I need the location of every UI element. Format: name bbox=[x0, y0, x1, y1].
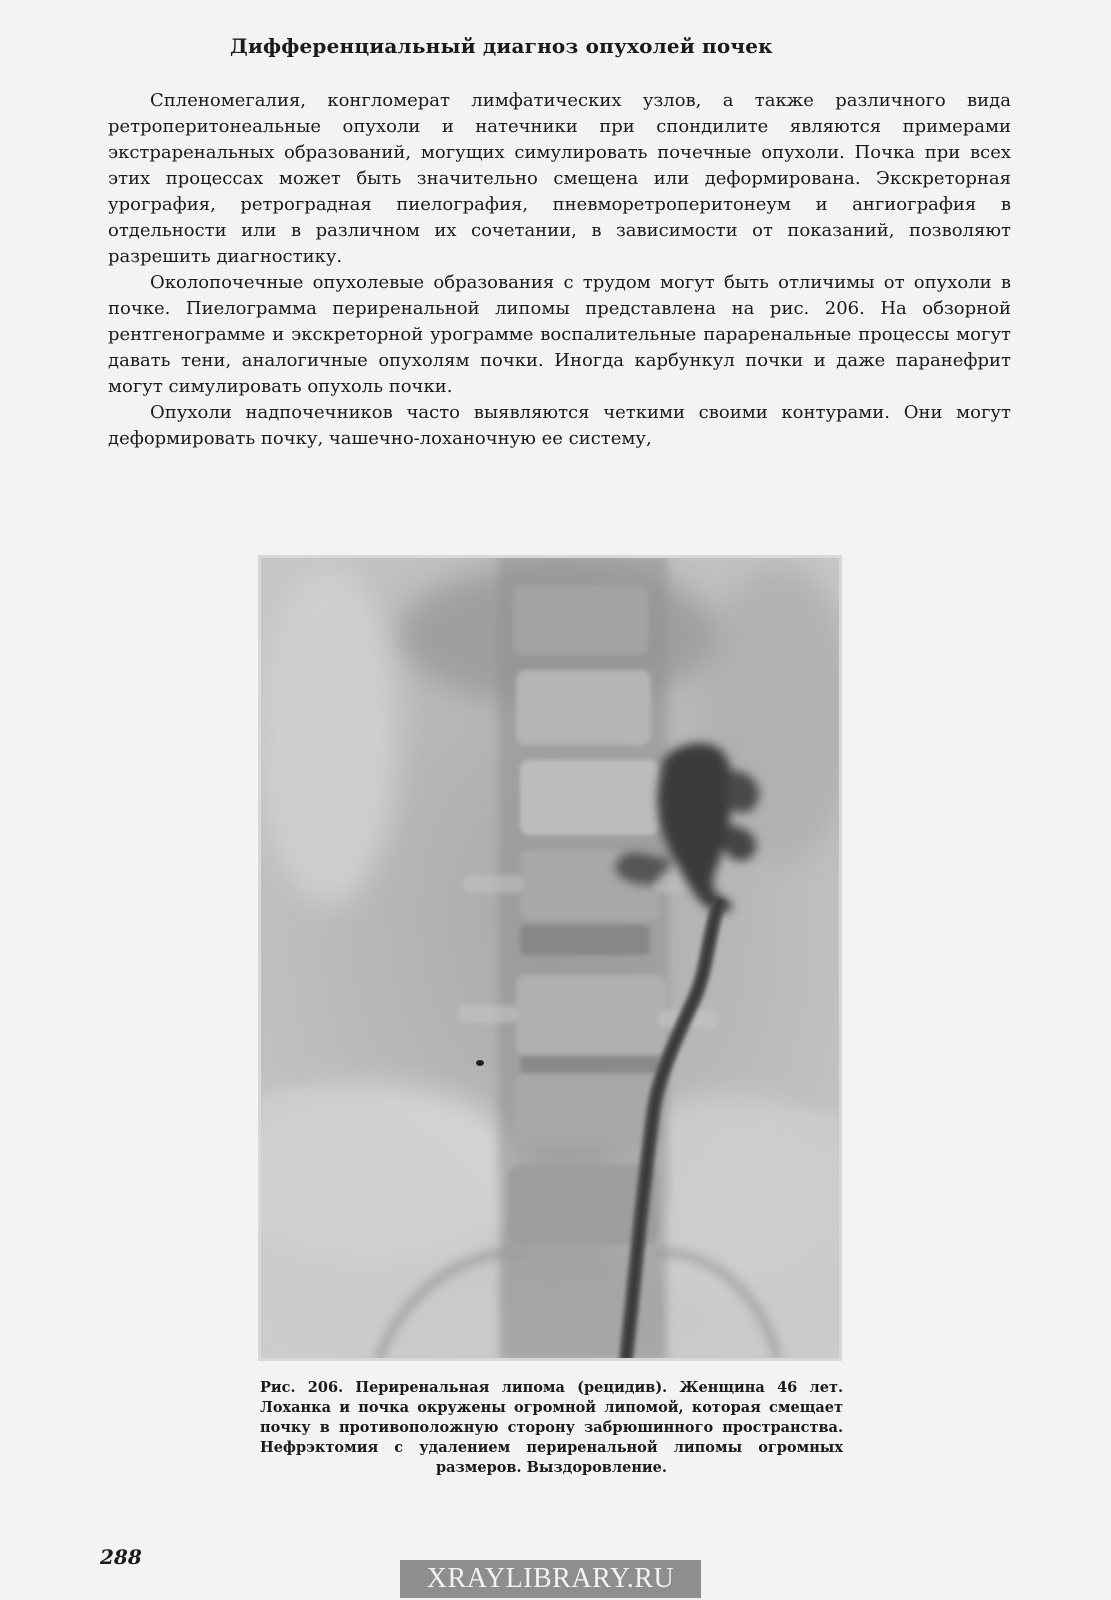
paragraph-1: Спленомегалия, конгломерат лимфатических узлов, а также различного вида ретроперитонеальные опухоли и натечники при спондилите являются примерами экстраренальных образований, могущих симулировать почечные опухоли. Почка при всех этих процессах может быть значительно смещена или деформирована. Экскреторная урография, ретроградная пиелография, пневморетроперитонеум и ангиография в отдельности или в различном их сочетании, в зависимости от показаний, позволяют разрешить диагностику. bbox=[108, 90, 1011, 267]
paragraph-3: Опухоли надпочечников часто выявляются четкими своими контурами. Они могут деформировать почку, чашечно-лоханочную ее систему, bbox=[108, 402, 1011, 449]
paragraph-2: Околопочечные опухолевые образования с трудом могут быть отличимы от опухоли в почке. Пиелограмма периренальной липомы представлена на рис. 206. На обзорной рентгенограмме и экскреторной урограмме воспалительные параренальные процессы могут давать тени, аналогичные опухолям почки. Иногда карбункул почки и даже паранефрит могут симулировать опухоль почки. bbox=[108, 272, 1011, 397]
watermark: XRAYLIBRARY.RU bbox=[400, 1560, 701, 1598]
xray-image bbox=[258, 555, 842, 1361]
body-text bbox=[108, 88, 1011, 452]
page-number: 288 bbox=[100, 1545, 142, 1569]
xray-figure bbox=[258, 555, 842, 1361]
page-title: Дифференциальный диагноз опухолей почек bbox=[230, 34, 773, 58]
figure-caption: Рис. 206. Периренальная липома (рецидив). Женщина 46 лет. Лоханка и почка окружены огромной липомой, которая смещает почку в противоположную сторону забрюшинного пространства. Нефрэктомия с удалением периренальной липомы огромных размеров. Выздоровление. bbox=[260, 1379, 843, 1476]
